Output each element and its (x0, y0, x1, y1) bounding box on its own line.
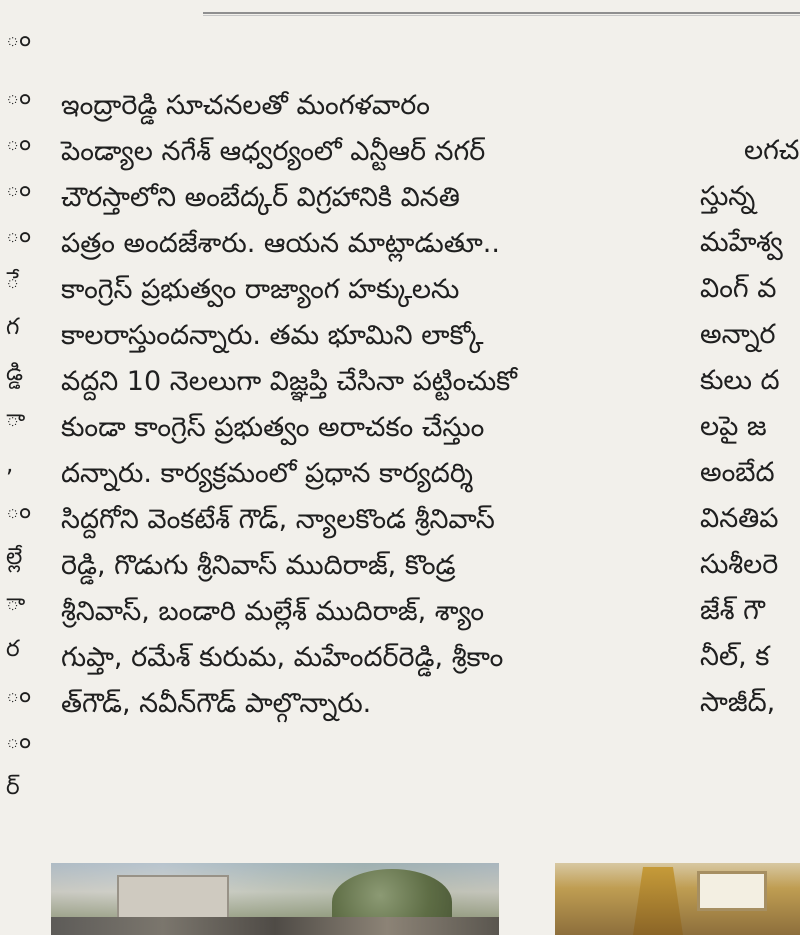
left-fragment: గ (6, 314, 20, 340)
article-line: సిద్దగోని వెంకటేశ్ గౌడ్, న్యాలకొండ శ్రీనివాస్ (61, 504, 495, 535)
right-column-line: నీల్, క (700, 641, 770, 672)
right-column-line: స్తున్న (700, 181, 756, 212)
rally-photo (51, 863, 499, 935)
left-fragment: ం (6, 222, 31, 248)
right-column-line: లగచ (744, 135, 800, 166)
left-column-cropped (0, 26, 31, 935)
article-line: కుండా కాంగ్రెస్ ప్రభుత్వం అరాచకం చేస్తుం (61, 412, 485, 443)
left-fragment: ర (6, 636, 20, 662)
right-column-line: సుశీలరె (700, 549, 779, 580)
article-line: శ్రీనివాస్, బండారి మల్లేశ్ ముదిరాజ్, శ్యాం (61, 596, 485, 627)
article-line: పెండ్యాల నగేశ్ ఆధ్వర్యంలో ఎన్టీఆర్ నగర్ (61, 136, 486, 167)
article-line: గుప్తా, రమేశ్ కురుమ, మహేందర్‌రెడ్డి, శ్రీకాం (61, 642, 504, 673)
right-column-line: అన్నార (700, 319, 776, 350)
right-column-cropped (700, 131, 800, 811)
right-column-line: జేశ్ గౌ (700, 595, 765, 626)
top-divider-line (203, 12, 800, 14)
left-fragment: , (6, 452, 14, 478)
left-fragment: ల్లే (6, 544, 23, 570)
right-column-line: మహేశ్వ (700, 227, 783, 258)
article-line: కాంగ్రెస్ ప్రభుత్వం రాజ్యాంగ హక్కులను (61, 274, 460, 305)
article-line: రెడ్డి, గొడుగు శ్రీనివాస్ ముదిరాజ్, కొండ్ర (61, 550, 456, 581)
top-divider-shadow (203, 15, 800, 16)
left-fragment: ం (6, 130, 31, 156)
right-column-line: సాజీద్, (700, 687, 776, 718)
crowd-shape (51, 917, 499, 935)
left-fragment: ం (6, 498, 31, 524)
article-line: కాలరాస్తుందన్నారు. తమ భూమిని లాక్కో (61, 320, 484, 351)
left-fragment: ం (6, 26, 31, 52)
article-line: వద్దని 10 నెలలుగా విజ్ఞప్తి చేసినా పట్టించుకో (61, 366, 518, 397)
left-fragment: ా (6, 406, 26, 432)
article-line: దన్నారు. కార్యక్రమంలో ప్రధాన కార్యదర్శి (61, 458, 474, 489)
signboard-shape (697, 871, 767, 911)
statue-shape (633, 867, 683, 935)
right-column-line: కులు ద (700, 365, 780, 396)
left-fragment: డ్డి (6, 360, 24, 386)
left-fragment: ా (6, 590, 26, 616)
bottom-photo-strip (51, 863, 800, 935)
left-fragment: ం (6, 84, 31, 110)
left-fragment: ం (6, 682, 31, 708)
right-column-line: అంబేద (700, 457, 775, 488)
statue-photo (555, 863, 800, 935)
article-line: చౌరస్తాలోని అంబేద్కర్ విగ్రహానికి వినతి (61, 182, 460, 213)
left-fragment: ం (6, 728, 31, 754)
article-line: పత్రం అందజేశారు. ఆయన మాట్లాడుతూ.. (61, 228, 500, 259)
right-column-line: లపై జ (700, 411, 767, 442)
left-fragment: ం (6, 176, 31, 202)
article-line: త్‌గౌడ్, నవీన్‌గౌడ్ పాల్గొన్నారు. (61, 688, 372, 719)
right-column-line: వినతిప (700, 503, 779, 534)
left-fragment: ర్ (6, 774, 20, 800)
photo-gap (499, 863, 555, 935)
right-column-line: వింగ్ వ (700, 273, 777, 304)
left-fragment: ే (6, 268, 20, 294)
article-line: ఇంద్రారెడ్డి సూచనలతో మంగళవారం (61, 90, 430, 121)
